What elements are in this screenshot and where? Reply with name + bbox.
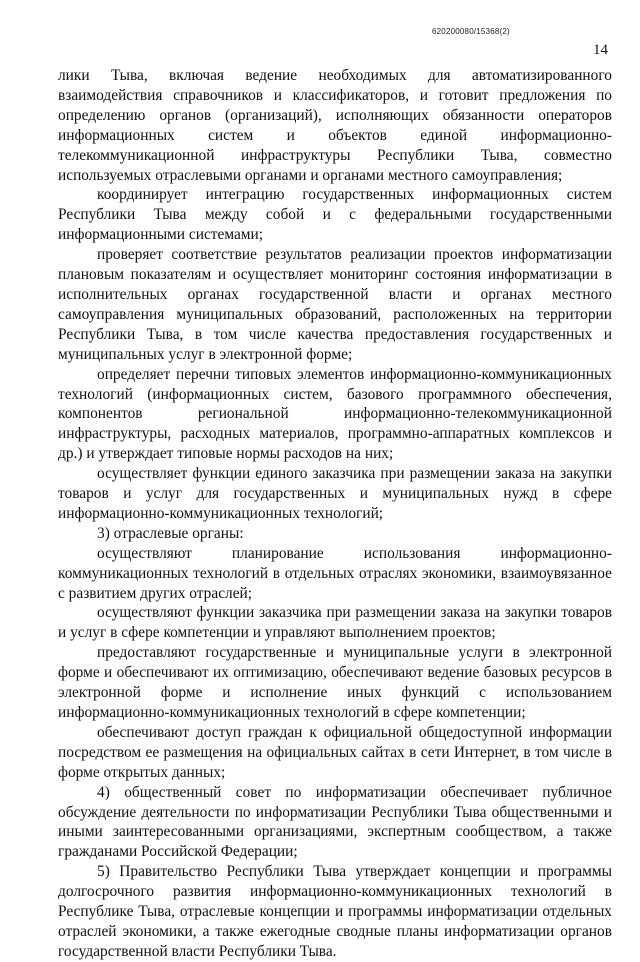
paragraph: лики Тыва, включая ведение необходимых для автоматизированного взаимодействия справочников и классификаторов, и готовит предложения по определению органов (организаций), исполняющих обязанности операторов информационных систем и объектов единой информационно-телекоммуникационной инфраструктуры Республики Тыва, совместно используемых отраслевыми органами и органами местного самоуправления; (58, 67, 612, 184)
paragraph: осуществляет функции единого заказчика при размещении заказа на закупки товаров и услуг для государственных и муниципальных нужд в сфере информационно-коммуникационных технологий; (58, 465, 612, 522)
paragraph: определяет перечни типовых элементов информационно-коммуникационных технологий (информационных систем, базового программного обеспечения, компонентов региональной информационно-телекоммуникационной инфраструктуры, расходных материалов, программно-аппаратных комплексов и др.) и утверждает типовые нормы расходов на них; (58, 365, 612, 463)
paragraph: осуществляют функции заказчика при размещении заказа на закупки товаров и услуг в сфере компетенции и управляют выполнением проектов; (58, 604, 612, 642)
document-id: 620200080/15368(2) (432, 27, 510, 36)
page-number: 14 (593, 42, 608, 58)
body-text (58, 66, 612, 962)
paragraph: 3) отраслевые органы: (97, 524, 244, 542)
paragraph: осуществляют планирование использования информационно-коммуникационных технологий в отдельных отраслях экономики, взаимоувязанное с развитием других отраслей; (58, 544, 612, 602)
paragraph: 4) общественный совет по информатизации обеспечивает публичное обсуждение деятельности по информатизации Республики Тыва общественными и иными заинтересованными организациями, экспертным сообществом, а также гражданами Российской Федерации; (58, 783, 612, 861)
paragraph: 5) Правительство Республики Тыва утверждает концепции и программы долгосрочного развития информационно-коммуникационных технологий в Республике Тыва, отраслевые концепции и программы информатизации отдельных отраслей экономики, а также ежегодные сводные планы информатизации органов государственной власти Республики Тыва. (58, 863, 612, 960)
paragraph: предоставляют государственные и муниципальные услуги в электронной форме и обеспечивают их оптимизацию, обеспечивают ведение базовых ресурсов в электронной форме и исполнение иных функций с использованием информационно-коммуникационных технологий в сфере компетенции; (58, 644, 612, 721)
paragraph: координирует интеграцию государственных информационных систем Республики Тыва между собой и с федеральными государственными информационными системами; (58, 186, 612, 244)
paragraph: обеспечивают доступ граждан к официальной общедоступной информации посредством ее размещения на официальных сайтах в сети Интернет, в том числе в форме открытых данных; (58, 723, 612, 781)
paragraph: проверяет соответствие результатов реализации проектов информатизации плановым показателям и осуществляет мониторинг состояния информатизации в исполнительных органах государственной власти и органах местного самоуправления муниципальных образований, расположенных на территории Республики Тыва, в том числе качества предоставления государственных и муниципальных услуг в электронной форме; (58, 246, 612, 363)
